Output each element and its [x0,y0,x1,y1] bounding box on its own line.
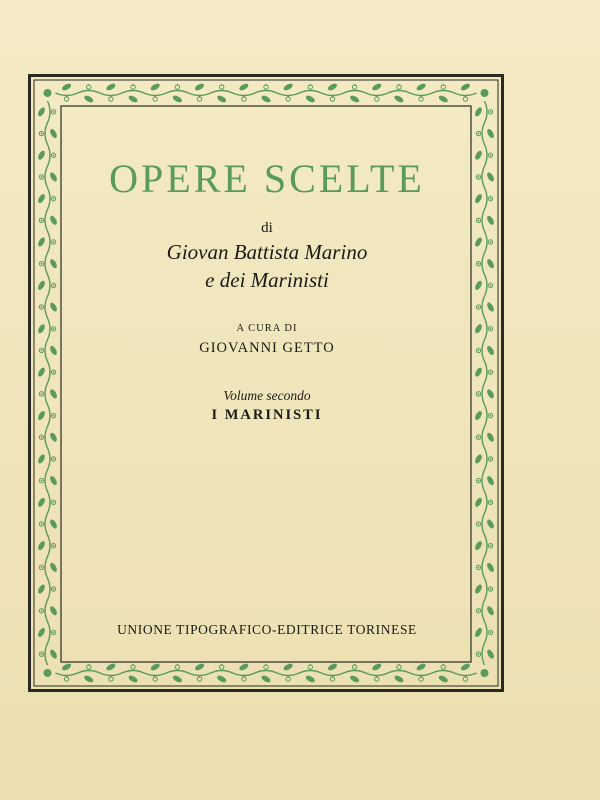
book-title: OPERE SCELTE [109,156,425,201]
by-label: di [261,220,273,236]
edited-by-label: A CURA DI [236,323,298,334]
author-line-1: Giovan Battista Marino [166,240,368,264]
volume-label: Volume secondo [223,388,311,403]
author-line-2: e dei Marinisti [205,268,329,292]
editor-name: GIOVANNI GETTO [199,340,335,356]
volume-subtitle: I MARINISTI [211,407,323,423]
publisher-name: UNIONE TIPOGRAFICO-EDITRICE TORINESE [117,622,417,637]
